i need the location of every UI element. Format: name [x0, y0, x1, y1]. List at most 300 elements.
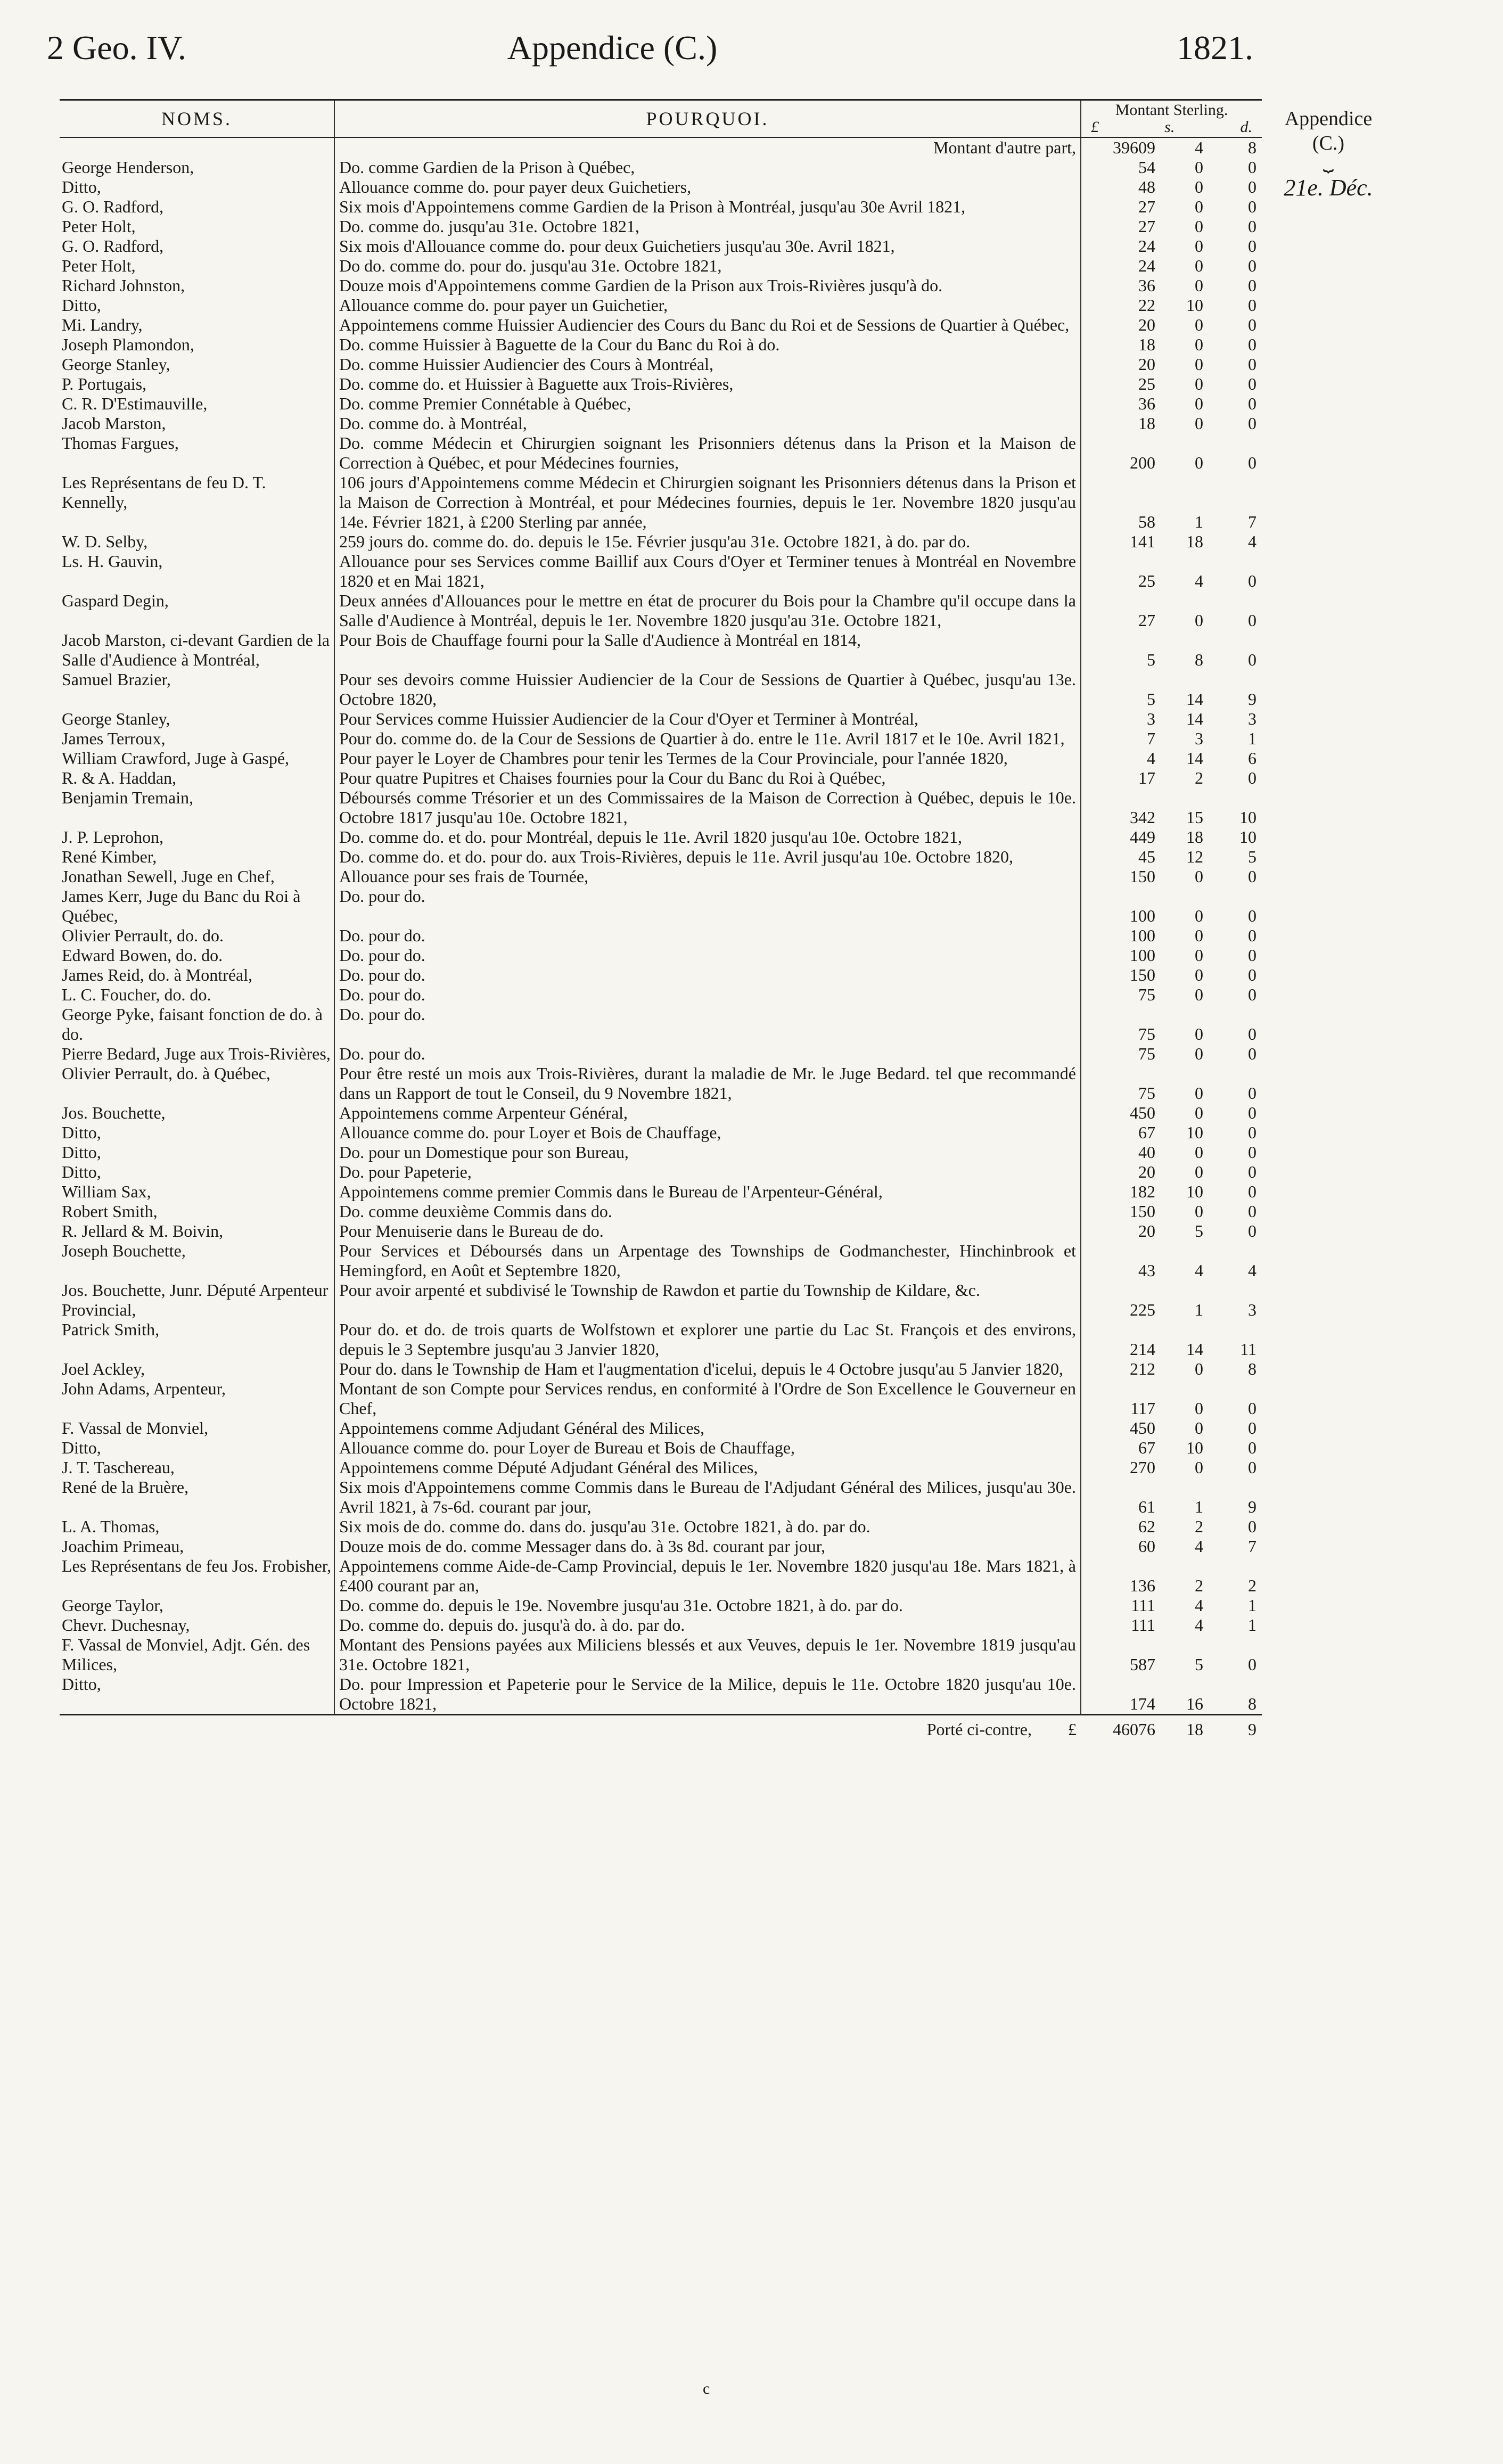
table-row [60, 1537, 1262, 1556]
entry-shillings: 0 [1195, 394, 1203, 413]
entry-purpose: Pour Services comme Huissier Audiencier de la Cour d'Oyer et Terminer à Montréal, [334, 709, 1081, 729]
table-row [60, 1044, 1262, 1064]
entry-pounds: 24 [1138, 256, 1155, 275]
table-row [60, 827, 1262, 847]
entry-pence: 0 [1248, 1221, 1257, 1241]
entry-pence: 5 [1248, 847, 1257, 866]
entry-pounds: 20 [1138, 1162, 1155, 1181]
entry-name: James Terroux, [62, 729, 166, 748]
entry-purpose: Pour quatre Pupitres et Chaises fournies pour la Cour du Banc du Roi à Québec, [334, 768, 1081, 788]
amount-title: Montant Sterling. [1115, 101, 1228, 119]
table-row [60, 1379, 1262, 1418]
table-row [60, 315, 1262, 335]
entry-shillings: 0 [1195, 374, 1203, 393]
table-row [60, 1280, 1262, 1320]
entry-pence: 0 [1248, 177, 1257, 196]
entry-name: Jacob Marston, [62, 414, 166, 433]
entry-pence: 0 [1248, 1143, 1257, 1162]
shillings-header: s. [1164, 118, 1175, 136]
entry-name: Samuel Brazier, [62, 670, 171, 689]
entry-pence: 0 [1248, 985, 1257, 1004]
entry-purpose: Douze mois de do. comme Messager dans do. à 3s 8d. courant par jour, [334, 1537, 1081, 1556]
entry-purpose: Six mois d'Appointemens comme Commis dans le Bureau de l'Adjudant Général des Milices, jusqu'au 30e. Avril 1821, à 7s-6d. courant par jour, [334, 1477, 1081, 1517]
entry-pence: 0 [1248, 1517, 1257, 1536]
entry-pence: 0 [1248, 414, 1257, 433]
entry-pounds: 48 [1138, 177, 1155, 196]
entry-name: George Taylor, [62, 1596, 163, 1615]
entry-pounds: 117 [1130, 1399, 1155, 1418]
entry-shillings: 14 [1186, 749, 1203, 768]
entry-pounds: 174 [1130, 1694, 1155, 1713]
table-row [60, 473, 1262, 532]
entry-pounds: 27 [1138, 611, 1155, 630]
ledger-table [60, 99, 1262, 1739]
entry-shillings: 0 [1195, 256, 1203, 275]
catchword: c [703, 2380, 710, 2397]
entry-pence: 0 [1248, 768, 1257, 787]
entry-shillings: 0 [1195, 335, 1203, 354]
entry-pounds: 40 [1138, 1143, 1155, 1162]
entry-purpose: Do. comme Gardien de la Prison à Québec, [334, 158, 1081, 177]
entry-pounds: 75 [1138, 1083, 1155, 1103]
entry-pounds: 62 [1138, 1517, 1155, 1536]
entry-pence: 0 [1248, 158, 1257, 177]
entry-name: Mi. Landry, [62, 315, 143, 334]
entry-purpose: Do. comme do. et do. pour Montréal, depuis le 11e. Avril 1820 jusqu'au 10e. Octobre 1821, [334, 827, 1081, 847]
entry-purpose: Déboursés comme Trésorier et un des Commissaires de la Maison de Correction à Québec, depuis le 10e. Octobre 1817 jusqu'au 10e. Octobre 1821, [334, 788, 1081, 827]
entry-pounds: 212 [1130, 1359, 1155, 1378]
margin-note-subtitle: (C.) [1312, 132, 1345, 154]
total-pence: 9 [1209, 1715, 1262, 1740]
entry-shillings: 1 [1195, 1300, 1203, 1319]
entry-purpose: Do. pour un Domestique pour son Bureau, [334, 1143, 1081, 1162]
entry-pence: 9 [1248, 1497, 1257, 1516]
entry-name: George Henderson, [62, 158, 194, 177]
table-row [60, 768, 1262, 788]
entry-name: Joel Ackley, [62, 1359, 145, 1378]
entry-pence: 0 [1248, 946, 1257, 965]
table-row [60, 729, 1262, 749]
entry-name: Olivier Perrault, do. do. [62, 926, 224, 945]
entry-purpose: Pour Bois de Chauffage fourni pour la Salle d'Audience à Montréal en 1814, [334, 630, 1081, 670]
entry-pounds: 449 [1130, 827, 1155, 847]
entry-purpose: Do. pour Papeterie, [334, 1162, 1081, 1182]
entry-purpose: Pour payer le Loyer de Chambres pour tenir les Termes de la Cour Provinciale, pour l'année 1820, [334, 749, 1081, 768]
entry-name: Chevr. Duchesnay, [62, 1615, 190, 1635]
entry-pounds: 36 [1138, 276, 1155, 295]
entry-shillings: 0 [1195, 1359, 1203, 1378]
entry-pounds: 136 [1130, 1576, 1155, 1595]
entry-pence: 0 [1248, 1162, 1257, 1181]
entry-shillings: 5 [1195, 1221, 1203, 1241]
entry-name: Les Représentans de feu Jos. Frobisher, [62, 1556, 332, 1575]
table-row [60, 985, 1262, 1005]
entry-purpose: Do. pour Impression et Papeterie pour le Service de la Milice, depuis le 11e. Octobre 1820 jusqu'au 10e. Octobre 1821, [334, 1674, 1081, 1715]
entry-pence: 10 [1239, 808, 1257, 827]
entry-name: Benjamin Tremain, [62, 788, 194, 807]
entry-purpose: Pour Menuiserie dans le Bureau de do. [334, 1221, 1081, 1241]
entry-shillings: 1 [1195, 512, 1203, 531]
entry-purpose: Pour do. et do. de trois quarts de Wolfstown et explorer une partie du Lac St. François et des environs, depuis le 3 Septembre jusqu'au 3 Janvier 1820, [334, 1320, 1081, 1359]
entry-purpose: 106 jours d'Appointemens comme Médecin et Chirurgien soignant les Prisonniers détenus dans la Prison et la Maison de Correction à Montréal, et pour Médecines fournies, depuis le 1er. Novembre 1820 jusqu'au 14e. Février 1821, à £200 Sterling par année, [334, 473, 1081, 532]
entry-pounds: 20 [1138, 355, 1155, 374]
entry-pence: 0 [1248, 926, 1257, 945]
entry-name: James Kerr, Juge du Banc du Roi à Québec, [62, 886, 301, 925]
entry-pounds: 18 [1138, 414, 1155, 433]
table-row [60, 749, 1262, 768]
entry-pounds: 5 [1147, 689, 1155, 709]
entry-purpose: Do. pour do. [334, 926, 1081, 946]
entry-pence: 0 [1248, 453, 1257, 472]
total-spacer [60, 1715, 334, 1740]
entry-pence: 8 [1248, 1694, 1257, 1713]
entry-name: W. D. Selby, [62, 532, 148, 551]
entry-shillings: 0 [1195, 1399, 1203, 1418]
entry-purpose: Pour do. dans le Township de Ham et l'augmentation d'icelui, depuis le 4 Octobre jusqu'au 5 Janvier 1820, [334, 1359, 1081, 1379]
entry-name: Jonathan Sewell, Juge en Chef, [62, 867, 275, 886]
table-row [60, 1143, 1262, 1162]
entry-pounds: 3 [1147, 709, 1155, 728]
entry-purpose: Pour ses devoirs comme Huissier Audiencier de la Cour de Sessions de Quartier à Québec, jusqu'au 13e. Octobre 1820, [334, 670, 1081, 709]
entry-pounds: 182 [1130, 1182, 1155, 1201]
carried-forward-row [60, 137, 1262, 158]
entry-shillings: 0 [1195, 1143, 1203, 1162]
entry-shillings: 0 [1195, 1083, 1203, 1103]
entry-pence: 1 [1248, 729, 1257, 748]
entry-pence: 0 [1248, 236, 1257, 256]
table-row [60, 1517, 1262, 1537]
entry-pounds: 67 [1138, 1438, 1155, 1457]
entry-name: George Stanley, [62, 709, 170, 728]
pounds-header: £ [1091, 118, 1099, 136]
table-row [60, 414, 1262, 433]
pence-header: d. [1240, 118, 1253, 136]
table-row [60, 591, 1262, 630]
carried-shillings: 4 [1195, 138, 1203, 157]
entry-name: Ditto, [62, 295, 101, 315]
table-row [60, 1556, 1262, 1596]
entry-pounds: 25 [1138, 374, 1155, 393]
entry-name: Ditto, [62, 1123, 101, 1142]
entry-purpose: Appointemens comme Arpenteur Général, [334, 1103, 1081, 1123]
entry-shillings: 0 [1195, 158, 1203, 177]
entry-name: Les Représentans de feu D. T. Kennelly, [62, 473, 266, 512]
entry-shillings: 2 [1195, 768, 1203, 787]
entry-pounds: 225 [1130, 1300, 1155, 1319]
entry-name: F. Vassal de Monviel, Adjt. Gén. des Milices, [62, 1635, 310, 1674]
entry-pence: 1 [1248, 1615, 1257, 1635]
entry-name: George Pyke, faisant fonction de do. à do. [62, 1005, 323, 1044]
entry-shillings: 0 [1195, 276, 1203, 295]
table-row [60, 295, 1262, 315]
entry-name: Ditto, [62, 1143, 101, 1162]
entry-name: Ditto, [62, 1674, 101, 1694]
entry-pence: 3 [1248, 1300, 1257, 1319]
entry-shillings: 0 [1195, 946, 1203, 965]
entry-name: Peter Holt, [62, 256, 136, 275]
entry-name: Robert Smith, [62, 1202, 158, 1221]
entry-purpose: Six mois d'Appointemens comme Gardien de la Prison à Montréal, jusqu'au 30e Avril 1821, [334, 197, 1081, 217]
entry-pence: 0 [1248, 335, 1257, 354]
table-row [60, 1359, 1262, 1379]
table-row [60, 1320, 1262, 1359]
table-row [60, 256, 1262, 276]
entry-name: Edward Bowen, do. do. [62, 946, 223, 965]
margin-note-title: Appendice [1284, 108, 1373, 130]
entry-shillings: 4 [1195, 1261, 1203, 1280]
entry-name: Thomas Fargues, [62, 433, 179, 453]
entry-pounds: 141 [1130, 532, 1155, 551]
entry-name: Ls. H. Gauvin, [62, 552, 163, 571]
entry-purpose: Allouance pour ses frais de Tournée, [334, 867, 1081, 886]
entry-shillings: 5 [1195, 1655, 1203, 1674]
entry-purpose: Do. pour do. [334, 1005, 1081, 1044]
table-row [60, 1635, 1262, 1674]
entry-shillings: 18 [1186, 532, 1203, 551]
entry-pounds: 27 [1138, 197, 1155, 216]
entry-name: R. & A. Haddan, [62, 768, 177, 787]
entry-pence: 0 [1248, 1458, 1257, 1477]
total-label-text: Porté ci-contre, [926, 1720, 1032, 1739]
entry-pounds: 111 [1131, 1596, 1155, 1615]
entry-pounds: 24 [1138, 236, 1155, 256]
entry-purpose: Six mois de do. comme do. dans do. jusqu'au 31e. Octobre 1821, à do. par do. [334, 1517, 1081, 1537]
entry-purpose: Do. comme do. à Montréal, [334, 414, 1081, 433]
table-row [60, 709, 1262, 729]
entry-shillings: 0 [1195, 1458, 1203, 1477]
table-row [60, 670, 1262, 709]
entry-pounds: 100 [1130, 926, 1155, 945]
entry-purpose: Do. comme Huissier Audiencier des Cours à Montréal, [334, 355, 1081, 374]
entry-shillings: 4 [1195, 1537, 1203, 1556]
entry-pence: 0 [1248, 650, 1257, 669]
entry-shillings: 4 [1195, 1596, 1203, 1615]
entry-shillings: 0 [1195, 985, 1203, 1004]
table-row [60, 335, 1262, 355]
entry-pence: 0 [1248, 315, 1257, 334]
table-row [60, 1458, 1262, 1477]
entry-name: Joachim Primeau, [62, 1537, 184, 1556]
total-pounds: 46076 [1081, 1715, 1161, 1740]
page-header-title: Appendice (C.) [507, 29, 718, 67]
entry-pounds: 214 [1130, 1340, 1155, 1359]
entry-purpose: Do. pour do. [334, 1044, 1081, 1064]
entry-shillings: 1 [1195, 1497, 1203, 1516]
entry-purpose: Do. comme do. et Huissier à Baguette aux Trois-Rivières, [334, 374, 1081, 394]
entry-name: G. O. Radford, [62, 236, 164, 256]
entry-name: Richard Johnston, [62, 276, 185, 295]
table-row [60, 1005, 1262, 1044]
entry-pence: 0 [1248, 611, 1257, 630]
entry-shillings: 14 [1186, 689, 1203, 709]
entry-name: George Stanley, [62, 355, 170, 374]
entry-pence: 0 [1248, 295, 1257, 315]
entry-shillings: 0 [1195, 1418, 1203, 1438]
entry-pence: 7 [1248, 1537, 1257, 1556]
entry-pence: 3 [1248, 709, 1257, 728]
entry-shillings: 0 [1195, 926, 1203, 945]
table-row [60, 276, 1262, 295]
entry-shillings: 10 [1186, 295, 1203, 315]
table-row [60, 1438, 1262, 1458]
entry-pence: 0 [1248, 571, 1257, 590]
entry-pounds: 25 [1138, 571, 1155, 590]
entry-shillings: 16 [1186, 1694, 1203, 1713]
entry-shillings: 0 [1195, 355, 1203, 374]
entry-pence: 0 [1248, 276, 1257, 295]
entry-purpose: Allouance comme do. pour payer deux Guichetiers, [334, 177, 1081, 197]
entry-pounds: 5 [1147, 650, 1155, 669]
table-row [60, 886, 1262, 926]
entry-pence: 0 [1248, 355, 1257, 374]
entry-pence: 10 [1239, 827, 1257, 847]
entry-name: René Kimber, [62, 847, 157, 866]
entry-name: René de la Bruère, [62, 1477, 189, 1497]
entry-purpose: Allouance comme do. pour payer un Guichetier, [334, 295, 1081, 315]
entry-shillings: 10 [1186, 1182, 1203, 1201]
entry-pence: 9 [1248, 689, 1257, 709]
entry-pence: 4 [1248, 532, 1257, 551]
entry-pounds: 100 [1130, 906, 1155, 925]
entry-pounds: 450 [1130, 1103, 1155, 1122]
carried-name [60, 137, 334, 158]
entry-shillings: 2 [1195, 1517, 1203, 1536]
entry-pence: 0 [1248, 197, 1257, 216]
entry-shillings: 0 [1195, 453, 1203, 472]
table-row [60, 355, 1262, 374]
table-row [60, 1064, 1262, 1103]
entry-name: James Reid, do. à Montréal, [62, 965, 253, 984]
table-row [60, 965, 1262, 985]
entry-shillings: 4 [1195, 1615, 1203, 1635]
table-row [60, 1674, 1262, 1715]
entry-pence: 2 [1248, 1576, 1257, 1595]
entry-pounds: 7 [1147, 729, 1155, 748]
total-currency: £ [1068, 1720, 1077, 1739]
entry-purpose: Do do. comme do. pour do. jusqu'au 31e. Octobre 1821, [334, 256, 1081, 276]
entry-name: C. R. D'Estimauville, [62, 394, 208, 413]
entry-shillings: 0 [1195, 1103, 1203, 1122]
entry-purpose: Do. comme do. jusqu'au 31e. Octobre 1821, [334, 217, 1081, 236]
entry-pounds: 43 [1138, 1261, 1155, 1280]
entry-name: G. O. Radford, [62, 197, 164, 216]
entry-name: Joseph Plamondon, [62, 335, 194, 354]
total-label [334, 1715, 1081, 1740]
entry-pounds: 22 [1138, 295, 1155, 315]
entry-pounds: 75 [1138, 1044, 1155, 1063]
table-row [60, 1615, 1262, 1635]
table-row [60, 236, 1262, 256]
ledger-body [60, 137, 1262, 1715]
entry-purpose: Allouance comme do. pour Loyer de Bureau et Bois de Chauffage, [334, 1438, 1081, 1458]
entry-pence: 0 [1248, 1202, 1257, 1221]
entry-pounds: 18 [1138, 335, 1155, 354]
entry-purpose: Do. comme deuxième Commis dans do. [334, 1202, 1081, 1221]
entry-purpose: Pour Services et Déboursés dans un Arpentage des Townships de Godmanchester, Hinchinbrook et Hemingford, en Août et Septembre 1820, [334, 1241, 1081, 1280]
entry-purpose: Do. pour do. [334, 985, 1081, 1005]
entry-pence: 0 [1248, 1655, 1257, 1674]
entry-purpose: Montant des Pensions payées aux Miliciens blessés et aux Veuves, depuis le 1er. Novembre 1819 jusqu'au 31e. Octobre 1821, [334, 1635, 1081, 1674]
entry-pounds: 67 [1138, 1123, 1155, 1142]
entry-pence: 0 [1248, 1418, 1257, 1438]
table-row [60, 926, 1262, 946]
entry-pence: 0 [1248, 1044, 1257, 1063]
entry-shillings: 18 [1186, 827, 1203, 847]
entry-pence: 0 [1248, 1182, 1257, 1201]
entry-name: Ditto, [62, 1438, 101, 1457]
entry-pounds: 450 [1130, 1418, 1155, 1438]
entry-purpose: Appointemens comme Aide-de-Camp Provincial, depuis le 1er. Novembre 1820 jusqu'au 18e. Mars 1821, à £400 courant par an, [334, 1556, 1081, 1596]
table-row [60, 867, 1262, 886]
entry-pounds: 45 [1138, 847, 1155, 866]
entry-purpose: Do. pour do. [334, 965, 1081, 985]
entry-purpose: Do. comme Huissier à Baguette de la Cour du Banc du Roi à do. [334, 335, 1081, 355]
entry-name: F. Vassal de Monviel, [62, 1418, 209, 1438]
entry-name: L. A. Thomas, [62, 1517, 160, 1536]
entry-name: Patrick Smith, [62, 1320, 160, 1339]
carried-label: Montant d'autre part, [334, 137, 1081, 158]
entry-purpose: Allouance pour ses Services comme Baillif aux Cours d'Oyer et Terminer tenues à Montréal en Novembre 1820 et en Mai 1821, [334, 552, 1081, 591]
amount-subheaders [1081, 119, 1262, 136]
table-row [60, 217, 1262, 236]
entry-shillings: 0 [1195, 197, 1203, 216]
total-shillings: 18 [1161, 1715, 1209, 1740]
total-row [60, 1715, 1262, 1740]
entry-name: Gaspard Degin, [62, 591, 169, 610]
table-row [60, 1221, 1262, 1241]
entry-shillings: 12 [1186, 847, 1203, 866]
entry-shillings: 0 [1195, 965, 1203, 984]
table-row [60, 1103, 1262, 1123]
entry-pence: 0 [1248, 867, 1257, 886]
entry-shillings: 0 [1195, 906, 1203, 925]
table-row [60, 1418, 1262, 1438]
entry-pence: 0 [1248, 374, 1257, 393]
table-row [60, 847, 1262, 867]
entry-pence: 0 [1248, 217, 1257, 236]
entry-pounds: 20 [1138, 1221, 1155, 1241]
entry-shillings: 0 [1195, 867, 1203, 886]
entry-pounds: 100 [1130, 946, 1155, 965]
entry-pence: 11 [1240, 1340, 1257, 1359]
entry-pounds: 58 [1138, 512, 1155, 531]
entry-pence: 7 [1248, 512, 1257, 531]
entry-purpose: Appointemens comme Huissier Audiencier des Cours du Banc du Roi et de Sessions de Quartier à Québec, [334, 315, 1081, 335]
entry-shillings: 0 [1195, 611, 1203, 630]
table-row [60, 1182, 1262, 1202]
entry-name: Joseph Bouchette, [62, 1241, 186, 1260]
entry-pence: 0 [1248, 256, 1257, 275]
entry-pence: 0 [1248, 1123, 1257, 1142]
entry-name: Jos. Bouchette, Junr. Député Arpenteur Provincial, [62, 1280, 328, 1319]
entry-name: John Adams, Arpenteur, [62, 1379, 226, 1398]
entry-pence: 0 [1248, 1083, 1257, 1103]
entry-name: Peter Holt, [62, 217, 136, 236]
entry-shillings: 2 [1195, 1576, 1203, 1595]
entry-shillings: 0 [1195, 1044, 1203, 1063]
table-row [60, 1477, 1262, 1517]
entry-shillings: 15 [1186, 808, 1203, 827]
entry-pounds: 150 [1130, 867, 1155, 886]
entry-pence: 1 [1248, 1596, 1257, 1615]
margin-note-ref: 21e. Déc. [1284, 175, 1373, 201]
entry-name: William Sax, [62, 1182, 151, 1201]
ledger-header-row [60, 100, 1262, 138]
entry-purpose: Pour être resté un mois aux Trois-Rivières, durant la maladie de Mr. le Juge Bedard. tel que recommandé dans un Rapport de tout le Conseil, du 9 Novembre 1821, [334, 1064, 1081, 1103]
entry-shillings: 8 [1195, 650, 1203, 669]
entry-purpose: Pour avoir arpenté et subdivisé le Township de Rawdon et partie du Township de Kildare, &c. [334, 1280, 1081, 1320]
carried-pence: 8 [1248, 138, 1257, 157]
